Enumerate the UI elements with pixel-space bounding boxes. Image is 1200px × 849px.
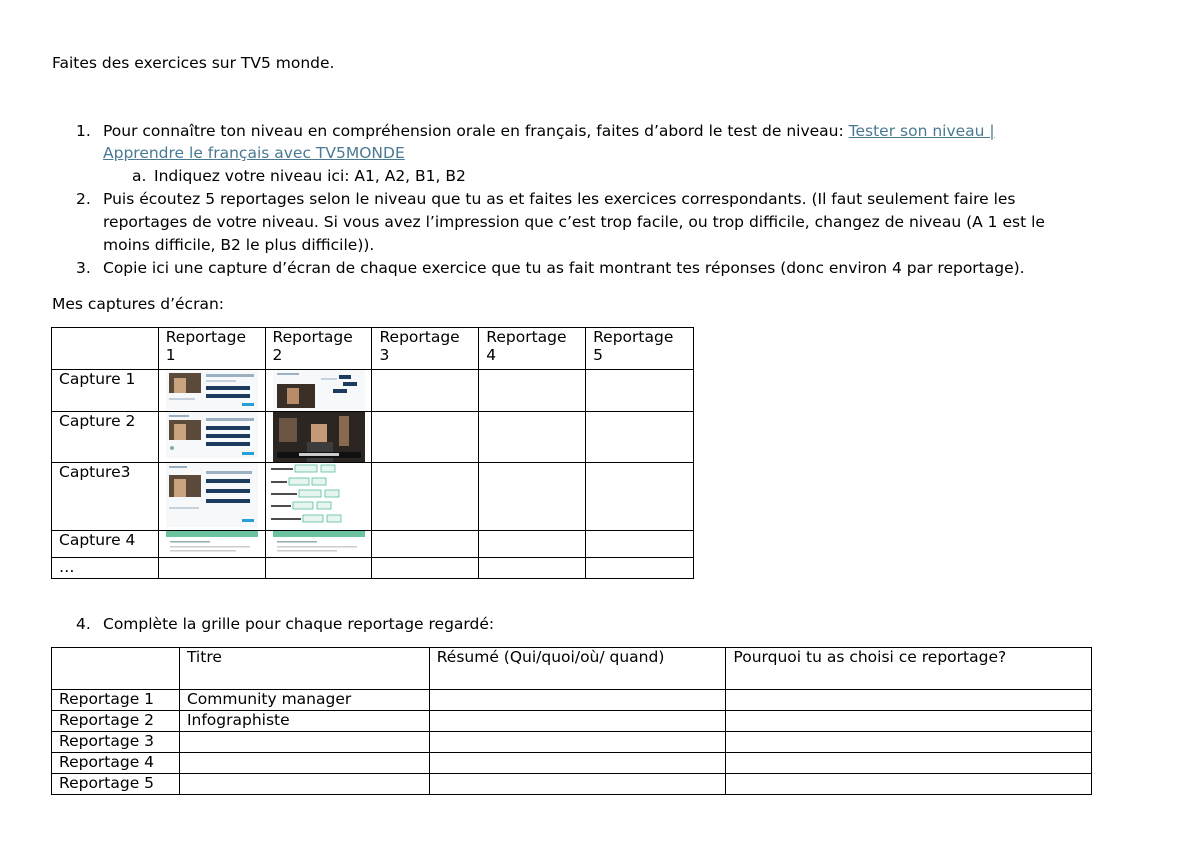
captures-col-2: Reportage 2 [265, 328, 372, 370]
capture-1-3 [372, 370, 479, 412]
intro-line: Faites des exercices sur TV5 monde. [52, 54, 335, 72]
capture-3-1 [158, 463, 265, 531]
capture-5-5 [586, 558, 694, 579]
capture-4-2 [265, 531, 372, 558]
item-4-text: Complète la grille pour chaque reportage regardé: [103, 615, 495, 633]
grille-row-3-label: Reportage 3 [52, 732, 180, 753]
captures-table [51, 327, 694, 579]
grille-row-4-pourquoi [726, 753, 1092, 774]
grille-row-1-resume [429, 690, 726, 711]
item-1-label: Pour connaître ton niveau en compréhension orale en français, faites d’abord le test de niveau: [103, 122, 849, 140]
item-3-number: 3. [76, 259, 91, 277]
grille-row-2-label: Reportage 2 [52, 711, 180, 732]
capture-1-5 [586, 370, 694, 412]
capture-4-3 [372, 531, 479, 558]
screenshot-thumbnail-8 [273, 531, 365, 555]
item-3-text: Copie ici une capture d’écran de chaque exercice que tu as fait montrant tes réponses (donc environ 4 par reportage). [103, 259, 1025, 277]
screenshot-thumbnail-4 [273, 412, 365, 462]
capture-4-5 [586, 531, 694, 558]
captures-row-3-label: Capture3 [52, 463, 159, 531]
item-4-number: 4. [76, 615, 91, 633]
capture-2-4 [479, 412, 586, 463]
item-2-line2: reportages de votre niveau. Si vous avez l’impression que c’est trop facile, ou trop difficile, changez de niveau (A 1 est le [103, 213, 1045, 231]
sub-item-a-text: Indiquez votre niveau ici: A1, A2, B1, B2 [154, 167, 466, 185]
screenshot-thumbnail-5 [166, 463, 258, 527]
grille-row-2-resume [429, 711, 726, 732]
grille-table [51, 647, 1092, 795]
capture-2-2 [265, 412, 372, 463]
screenshot-thumbnail-7 [166, 531, 258, 555]
grille-row-4-resume [429, 753, 726, 774]
grille-head-resume: Résumé (Qui/quoi/où/ quand) [429, 648, 726, 690]
grille-row-1-pourquoi [726, 690, 1092, 711]
screenshot-thumbnail-6 [269, 463, 369, 527]
capture-2-1 [158, 412, 265, 463]
grille-head-titre: Titre [179, 648, 429, 690]
item-2-line3: moins difficile, B2 le plus difficile)). [103, 236, 375, 254]
item-1-text [103, 120, 995, 142]
captures-col-3: Reportage 3 [372, 328, 479, 370]
captures-row-1-label: Capture 1 [52, 370, 159, 412]
capture-3-2 [265, 463, 372, 531]
captures-row-4-label: Capture 4 [52, 531, 159, 558]
captures-col-4: Reportage 4 [479, 328, 586, 370]
grille-row-4-titre [179, 753, 429, 774]
captures-corner [52, 328, 159, 370]
grille-row-3-pourquoi [726, 732, 1092, 753]
grille-row-2-titre: Infographiste [179, 711, 429, 732]
grille-row-3-titre [179, 732, 429, 753]
grille-row-3-resume [429, 732, 726, 753]
captures-heading: Mes captures d’écran: [52, 295, 224, 313]
screenshot-thumbnail-1 [166, 370, 258, 410]
grille-row-1-label: Reportage 1 [52, 690, 180, 711]
grille-head-pourquoi: Pourquoi tu as choisi ce reportage? [726, 648, 1092, 690]
capture-3-3 [372, 463, 479, 531]
capture-1-2 [265, 370, 372, 412]
captures-row-2-label: Capture 2 [52, 412, 159, 463]
sub-item-a-letter: a. [132, 167, 147, 185]
screenshot-thumbnail-2 [273, 370, 365, 410]
grille-row-2-pourquoi [726, 711, 1092, 732]
captures-col-1: Reportage 1 [158, 328, 265, 370]
grille-row-4-label: Reportage 4 [52, 753, 180, 774]
capture-3-5 [586, 463, 694, 531]
test-niveau-link[interactable]: Tester son niveau | [848, 122, 995, 140]
capture-5-4 [479, 558, 586, 579]
capture-5-2 [265, 558, 372, 579]
grille-corner [52, 648, 180, 690]
capture-2-5 [586, 412, 694, 463]
test-niveau-link-line2[interactable] [103, 142, 405, 164]
grille-row-5-label: Reportage 5 [52, 774, 180, 795]
capture-1-1 [158, 370, 265, 412]
capture-3-4 [479, 463, 586, 531]
grille-row-5-resume [429, 774, 726, 795]
test-niveau-link-cont[interactable]: Apprendre le français avec TV5MONDE [103, 144, 405, 162]
grille-row-5-pourquoi [726, 774, 1092, 795]
capture-4-4 [479, 531, 586, 558]
captures-row-5-label: … [52, 558, 159, 579]
capture-2-3 [372, 412, 479, 463]
capture-1-4 [479, 370, 586, 412]
capture-4-1 [158, 531, 265, 558]
grille-row-1-titre: Community manager [179, 690, 429, 711]
grille-row-5-titre [179, 774, 429, 795]
capture-5-3 [372, 558, 479, 579]
captures-col-5: Reportage 5 [586, 328, 694, 370]
item-2-line1: Puis écoutez 5 reportages selon le niveau que tu as et faites les exercices correspondants. (Il faut seulement faire les [103, 190, 1016, 208]
screenshot-thumbnail-3 [166, 412, 258, 458]
capture-5-1 [158, 558, 265, 579]
item-2-number: 2. [76, 190, 91, 208]
item-1-number: 1. [76, 122, 91, 140]
